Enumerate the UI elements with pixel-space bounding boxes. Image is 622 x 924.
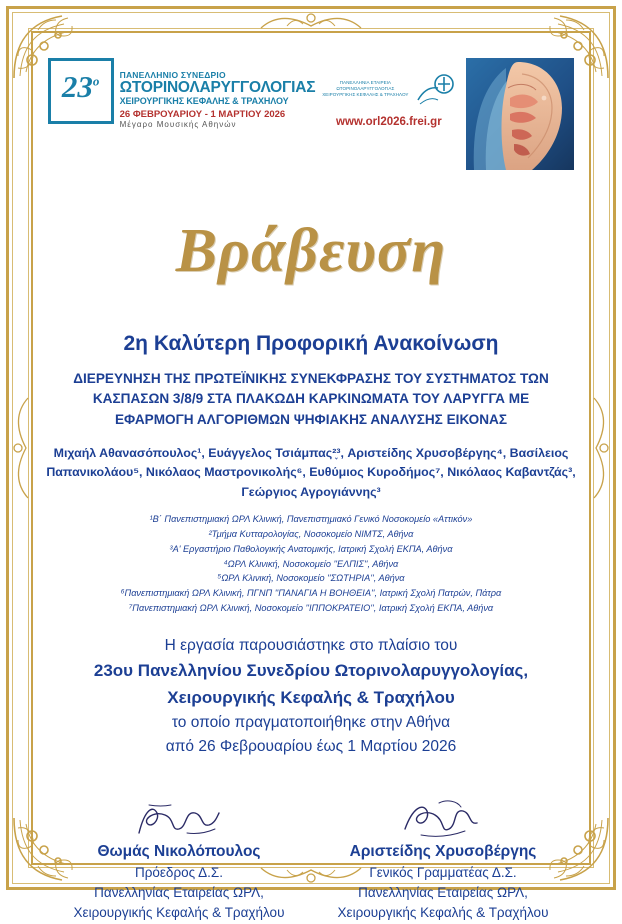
signer-role [65, 863, 293, 924]
congress-number-sup: o [92, 73, 100, 89]
header-logos [40, 40, 582, 178]
congress-logo-text [120, 58, 316, 129]
prize-label: 2η Καλύτερη Προφορική Ανακοίνωση [123, 332, 499, 355]
paper-title: ΔΙΕΡΕΥΝΗΣΗ ΤΗΣ ΠΡΩΤΕΪΝΙΚΗΣ ΣΥΝΕΚΦΡΑΣΗΣ ΤΟΥ ΣΥΣΤΗΜΑΤΟΣ ΤΩΝ ΚΑΣΠΑΣΩΝ 3/8/9 ΣΤΑ ΠΛΑΚΩΔΗ ΚΑΡΚΙΝΩΜΑΤΑ ΤΟΥ ΛΑΡΥΓΓΑ ΜΕ ΕΦΑΡΜΟΓΗ ΑΛΓΟΡΙΘΜΩΝ ΨΗΦΙΑΚΗΣ ΑΝΑΛΥΣΗΣ ΕΙΚΟΝΑΣ [73, 371, 549, 427]
congress-dates: 26 ΦΕΒΡΟΥΑΡΙΟΥ - 1 ΜΑΡΤΙΟΥ 2026 [119, 109, 286, 121]
signature-mark-icon [329, 795, 557, 841]
affiliation-item: ³Α' Εργαστήριο Παθολογικής Ανατομικής, Ιατρική Σχολή ΕΚΠΑ, Αθήνα [169, 543, 453, 554]
signer-role-line-3: Χειρουργικής Κεφαλής & Τραχήλου [73, 905, 285, 921]
society-logo [321, 58, 456, 128]
signer-role [329, 863, 557, 924]
authors-list [40, 444, 582, 502]
signature-secretary [329, 795, 557, 924]
congress-number: 23 [61, 69, 93, 104]
anatomy-illustration [466, 58, 574, 170]
presentation-statement [40, 634, 582, 759]
signer-role-line-1: Πρόεδρος Δ.Σ. [134, 864, 224, 880]
authors-line-2: Παπανικολάου⁵, Νικόλαος Μαστρονικολής⁶, Ευθύμιος Κυροδήμος⁷, Νικόλαος Καβαντζάς³, [46, 465, 576, 480]
edge-ornament-icon [251, 6, 371, 32]
certificate-content [40, 40, 582, 921]
signature-block [40, 795, 582, 924]
affiliations-list [40, 512, 582, 616]
congress-logo [48, 58, 316, 129]
affiliation-item: ²Τμήμα Κυτταρολογίας, Νοσοκομείο ΝΙΜΤΣ, Αθήνα [208, 528, 414, 539]
affiliation-item: ⁴ΩΡΛ Κλινική, Νοσοκομείο ''ΕΛΠΙΣ'', Αθήνα [223, 558, 399, 569]
affiliation-item: ¹Β΄ Πανεπιστημιακή ΩΡΛ Κλινική, Πανεπιστημιακό Γενικό Νοσοκομείο «Αττικόν» [149, 513, 473, 524]
authors-line-3: Γεώργιος Αγρογιάννης³ [241, 484, 381, 499]
signer-role-line-2: Πανελληνίας Εταιρείας ΩΡΛ, [94, 885, 264, 901]
society-logo-row [321, 72, 456, 106]
signer-name: Αριστείδης Χρυσοβέργης [349, 842, 537, 860]
authors-line-1: Μιχαήλ Αθανασόπουλος¹, Ευάγγελος Τσιάμπας²֢³, Αριστείδης Χρυσοβέργης⁴, Βασίλειος [53, 446, 569, 461]
affiliation-item: ⁵ΩΡΛ Κλινική, Νοσοκομείο ''ΣΩΤΗΡΙΑ'', Αθήνα [217, 573, 405, 584]
presented-line-5: από 26 Φεβρουαρίου έως 1 Μαρτίου 2026 [165, 737, 457, 755]
presented-line-3: Χειρουργικής Κεφαλής & Τραχήλου [167, 687, 455, 707]
congress-line1: ΠΑΝΕΛΛΗΝΙΟ ΣΥΝΕΔΡΙΟ [119, 70, 226, 80]
presented-line-2: 23ου Πανελληνίου Συνεδρίου Ωτορινολαρυγγολογίας, [93, 661, 529, 681]
congress-venue: Μέγαρο Μουσικής Αθηνών [119, 120, 237, 130]
society-emblem-icon [414, 72, 456, 106]
signer-name: Θωμάς Νικολόπουλος [97, 842, 261, 860]
signer-role-line-2: Πανελληνίας Εταιρείας ΩΡΛ, [358, 885, 528, 901]
congress-line2: ΩΤΟΡΙΝΟΛΑΡΥΓΓΟΛΟΓΙΑΣ [119, 79, 316, 96]
affiliation-item: ⁷Πανεπιστημιακή ΩΡΛ Κλινική, Νοσοκομείο ''ΙΠΠΟΚΡΑΤΕΙΟ'', Ιατρική Σχολή ΕΚΠΑ, Αθήνα [128, 603, 494, 614]
award-title: Βράβευση [175, 217, 447, 285]
presented-line-1: Η εργασία παρουσιάστηκε στο πλαίσιο του [164, 637, 458, 655]
signature-president [65, 795, 293, 924]
congress-url[interactable]: www.orl2026.frei.gr [336, 116, 442, 128]
signer-role-line-3: Χειρουργικής Κεφαλής & Τραχήλου [337, 905, 549, 921]
edge-ornament-icon [6, 388, 32, 508]
congress-number-badge [48, 58, 114, 124]
signer-role-line-1: Γενικός Γραμματέας Δ.Σ. [369, 864, 517, 880]
affiliation-item: ⁶Πανεπιστημιακή ΩΡΛ Κλινική, ΠΓΝΠ ''ΠΑΝΑΓΙΑ Η ΒΟΗΘΕΙΑ'', Ιατρική Σχολή Πατρών, Πάτρα [120, 588, 502, 599]
society-name: ΠΑΝΕΛΛΗΝΙΑ ΕΤΑΙΡΕΙΑ ΩΤΟΡΙΝΟΛΑΡΥΓΓΟΛΟΓΙΑΣ ΧΕΙΡΟΥΡΓΙΚΗΣ ΚΕΦΑΛΗΣ & ΤΡΑΧΗΛΟΥ [322, 80, 409, 97]
congress-line3: ΧΕΙΡΟΥΡΓΙΚΗΣ ΚΕΦΑΛΗΣ & ΤΡΑΧΗΛΟΥ [119, 96, 289, 107]
presented-line-4: το οποίο πραγματοποιήθηκε στην Αθήνα [171, 713, 451, 731]
signature-mark-icon [65, 795, 293, 841]
edge-ornament-icon [590, 388, 616, 508]
